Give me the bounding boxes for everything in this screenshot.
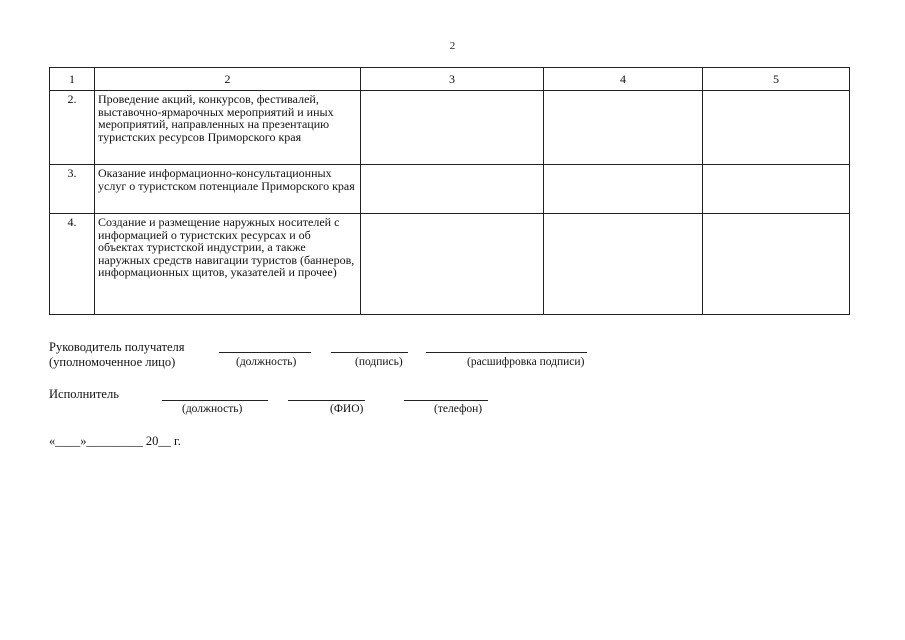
- date-line[interactable]: «____»_________ 20__ г.: [49, 434, 181, 448]
- header-col-5: 5: [703, 68, 850, 91]
- table-row: [50, 214, 850, 315]
- head-signature-caption: (подпись): [355, 356, 403, 368]
- table-row: [50, 91, 850, 165]
- head-position-line[interactable]: [219, 352, 311, 353]
- executor-name-caption: (ФИО): [330, 403, 364, 415]
- row-col-4: [544, 91, 703, 165]
- row-col-5: [703, 165, 850, 214]
- head-label: Руководитель получателя: [49, 340, 185, 354]
- head-position-caption: (должность): [236, 356, 297, 368]
- executor-label: Исполнитель: [49, 387, 119, 401]
- report-table: [49, 67, 850, 315]
- row-number: 2.: [50, 91, 95, 165]
- executor-phone-line[interactable]: [404, 400, 488, 401]
- row-number: 4.: [50, 214, 95, 315]
- header-col-1: 1: [50, 68, 95, 91]
- row-col-4: [544, 165, 703, 214]
- table-row: [50, 165, 850, 214]
- executor-phone-caption: (телефон): [434, 403, 483, 415]
- row-description: Проведение акций, конкурсов, фестивалей, выставочно-ярмарочных мероприятий и иных мероприятий, направленных на презентацию туристских ресурсов Приморского края: [95, 91, 361, 165]
- head-decoding-line[interactable]: [426, 352, 587, 353]
- row-col-5: [703, 214, 850, 315]
- head-decoding-caption: (расшифровка подписи): [467, 356, 585, 368]
- executor-position-line[interactable]: [162, 400, 268, 401]
- page-number: 2: [449, 40, 456, 52]
- row-col-3: [361, 165, 544, 214]
- header-col-2: 2: [95, 68, 361, 91]
- row-description: Создание и размещение наружных носителей с информацией о туристских ресурсах и об объектах туристской индустрии, а также наружных средств навигации туристов (баннеров, информационных щитов, указателей и прочее): [95, 214, 361, 315]
- header-col-4: 4: [544, 68, 703, 91]
- row-col-4: [544, 214, 703, 315]
- row-col-5: [703, 91, 850, 165]
- table-header-row: [50, 68, 850, 91]
- header-col-3: 3: [361, 68, 544, 91]
- head-sublabel: (уполномоченное лицо): [49, 355, 176, 369]
- row-col-3: [361, 91, 544, 165]
- row-number: 3.: [50, 165, 95, 214]
- head-signature-line[interactable]: [331, 352, 408, 353]
- executor-name-line[interactable]: [288, 400, 365, 401]
- executor-position-caption: (должность): [182, 403, 243, 415]
- row-description: Оказание информационно-консультационных услуг о туристском потенциале Приморского края: [95, 165, 361, 214]
- row-col-3: [361, 214, 544, 315]
